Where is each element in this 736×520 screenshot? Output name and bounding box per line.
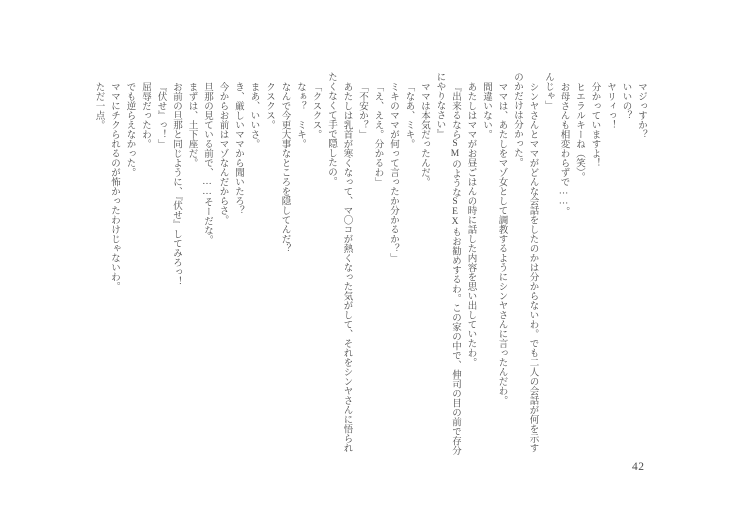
text-line: にやりなさい』 [434, 72, 445, 139]
text-line: まあ、いいさ。 [248, 81, 259, 148]
text-line: 今からお前はマゾなんだからさ。 [217, 81, 228, 224]
text-line: んじゃ」 [543, 72, 553, 110]
text-line: き、厳しいママから聞いたろ？ [233, 81, 243, 215]
text-line: まずは、土下座だ。 [186, 81, 197, 167]
vertical-text-block [90, 72, 648, 456]
text-line: なぁ？ ミキ。 [295, 81, 305, 148]
text-line: お母さんも相変わらずで……。 [558, 81, 569, 216]
text-line: あたしは乳首が寒くなって、マ〇コが熱くなった気がして、それをシンヤさんに悟られ [341, 81, 352, 452]
text-line: ただ一点。 [93, 81, 104, 129]
text-line: いいの？ [620, 81, 631, 120]
text-line: たくなくて手で隠したの。 [326, 72, 336, 186]
text-line: 『出来るならSMのようなSEXもお勧めするわ。この家の中で、伸司の目の前で存分 [450, 81, 460, 455]
text-line: 「不安か？」 [357, 81, 367, 139]
text-line: ヒエラルキーね（笑）。 [574, 81, 584, 182]
text-line: あたしはママがお昼ごはんの時に話した内容を思い出していたわ。 [465, 81, 476, 367]
page-number: 42 [632, 461, 645, 473]
text-line: 「なあ、ミキ。 [403, 81, 414, 148]
text-line: なんで今更大事なところを隠してんだ？ [279, 81, 290, 253]
text-line: マジっすか？ [636, 81, 646, 139]
text-line: ヤリィっ！ [605, 81, 615, 129]
text-line: 旦那の見ている前で、……そーだな。 [202, 81, 212, 244]
text-line: ママにチクられるのが怖かったわけじゃないわ。 [109, 81, 119, 291]
text-line: ママは本気だったんだ。 [419, 81, 429, 186]
text-line: シンヤさんとママがどんな会話をしたのかは分からないわ。でも二人の会話が何を示す [527, 81, 538, 452]
text-line: 「え、ええ。分かるわ」 [372, 81, 383, 186]
text-line: お前の旦那と同じように、『伏せ』してみろっ！ [171, 81, 181, 286]
text-line: 「クスクス。 [310, 81, 321, 139]
text-line: クスクス。 [264, 81, 274, 129]
text-line: 屈辱だったわ。 [140, 81, 150, 148]
text-line: ミキのママが何って言ったか分かるか？」 [388, 81, 398, 262]
text-line: 間違いない。 [481, 81, 491, 139]
text-line: 分かっていますよ！ [589, 81, 600, 167]
text-line: でも逆らえなかった。 [124, 81, 135, 177]
text-line: 『伏せ』っ！」 [155, 81, 166, 148]
text-line: ママは、あたしをマゾ女として調教するようにシンヤさんに言ったんだわ。 [496, 81, 507, 405]
text-line: のかだけは分かった。 [512, 72, 522, 167]
